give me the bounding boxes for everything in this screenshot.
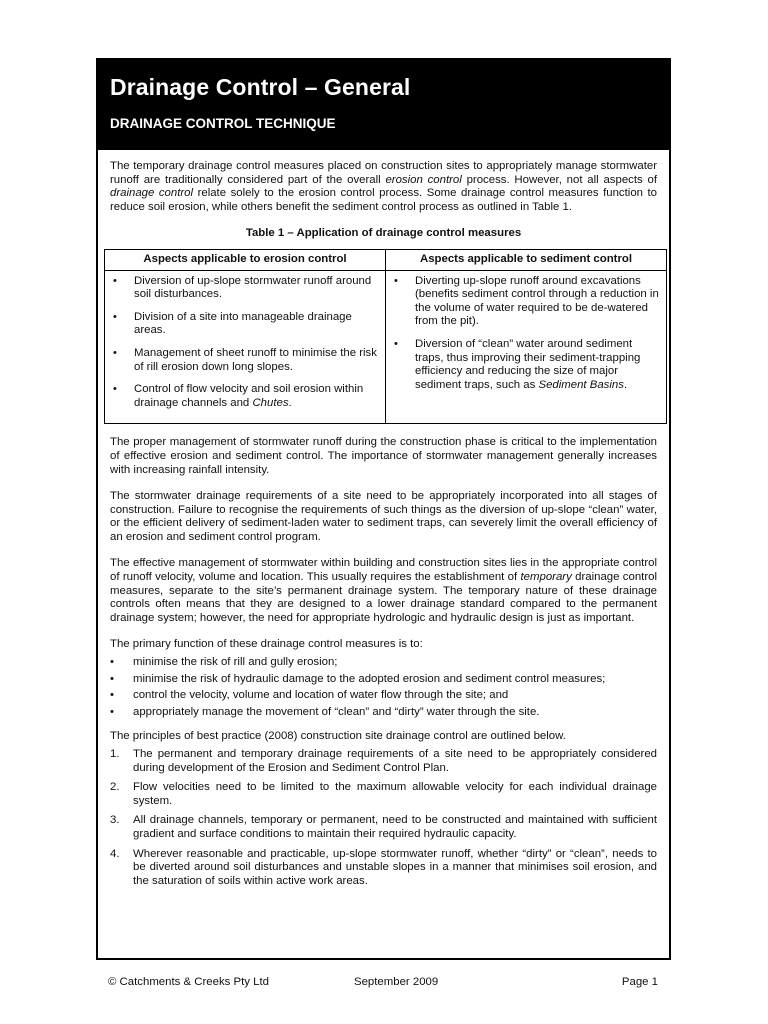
list-item: • minimise the risk of hydraulic damage to the adopted erosion and sediment control measures;	[110, 673, 657, 687]
table-header-erosion: Aspects applicable to erosion control	[105, 249, 386, 270]
intro-text-1: The temporary drainage control measures placed on construction sites to appropriately manage stormwater runoff are traditionally considered part of the overall	[110, 160, 657, 186]
paragraph-importance: The proper management of stormwater runoff during the construction phase is critical to the implementation of effective erosion and sediment control. The importance of stormwater management generally increases with increasing rainfall intensity.	[110, 436, 657, 476]
list-item	[110, 781, 657, 808]
table-header-sediment: Aspects applicable to sediment control	[386, 249, 667, 270]
list-item-emphasis: Chutes	[252, 396, 289, 409]
section-subtitle: DRAINAGE CONTROL TECHNIQUE	[110, 116, 336, 131]
list-item	[388, 338, 662, 392]
list-item	[107, 383, 381, 410]
list-item-text: Control of flow velocity and soil erosion within drainage channels and	[134, 383, 364, 409]
paragraph-functions-intro: The primary function of these drainage control measures is to:	[110, 638, 423, 651]
list-item: • Division of a site into manageable drainage areas.	[107, 311, 381, 338]
list-item: • Management of sheet runoff to minimise the risk of rill erosion down long slopes.	[107, 347, 381, 374]
footer-date: September 2009	[354, 976, 439, 988]
list-item-text: The permanent and temporary drainage requirements of a site need to be appropriately considered during development of the Erosion and Sediment Control Plan.	[133, 748, 657, 774]
list-item	[110, 814, 657, 841]
list-item-text: Flow velocities need to be limited to the maximum allowable velocity for each individual drainage system.	[133, 781, 657, 807]
footer-copyright: © Catchments & Creeks Pty Ltd	[108, 976, 269, 988]
footer-page-number: Page 1	[621, 976, 658, 988]
paragraph-principles-intro: The principles of best practice (2008) construction site drainage control are outlined below.	[110, 730, 566, 743]
functions-list	[110, 656, 657, 719]
page-title: Drainage Control – General	[110, 74, 411, 100]
paragraph-text-1: The effective management of stormwater within building and construction sites lies in the appropriate control of runoff velocity, volume and location. This usually requires the establishment of	[110, 557, 657, 584]
list-item-text: Wherever reasonable and practicable, up-slope stormwater runoff, whether “dirty” or “clean”, needs to be diverted around soil disturbances and unstable slopes in a manner that minimises soil erosion, and the saturation of soils within active work areas.	[133, 847, 657, 887]
list-number: 4.	[110, 847, 120, 860]
intro-emphasis-1: erosion control	[385, 173, 462, 186]
header-banner	[98, 60, 669, 150]
list-item-tail: .	[623, 378, 628, 391]
list-item: • Diversion of up-slope stormwater runoff around soil disturbances.	[107, 275, 381, 302]
list-item: • minimise the risk of rill and gully erosion;	[110, 656, 657, 670]
page-frame	[96, 58, 671, 960]
list-item: • Diverting up-slope runoff around excavations (benefits sediment control through a reduction in the volume of water required to be de-watered from the pit).	[388, 275, 662, 329]
intro-paragraph	[110, 160, 657, 214]
list-number: 1.	[110, 748, 120, 760]
principles-list	[110, 748, 657, 888]
paragraph-requirements: The stormwater drainage requirements of a site need to be appropriately incorporated into all stages of construction. Failure to recognise the requirements of such things as the diversion of up-slope “clean” water, or the efficient delivery of sediment-laden water to sediment traps, can severely limit the overall efficiency of an erosion and sediment control program.	[110, 490, 657, 543]
intro-text-3: relate solely to the erosion control process. Some drainage control measures function to reduce soil erosion, while others benefit the sediment control process as outlined in Table 1.	[110, 187, 658, 213]
main-content	[98, 150, 669, 888]
list-item	[110, 748, 657, 775]
list-item-emphasis: Sediment Basins	[538, 378, 624, 391]
list-number: 3.	[110, 814, 120, 827]
list-number: 2.	[110, 781, 120, 794]
paragraph-management	[110, 557, 657, 625]
list-item: • control the velocity, volume and location of water flow through the site; and	[110, 689, 657, 703]
paragraph-emphasis: temporary	[520, 571, 572, 584]
drainage-measures-table	[104, 249, 667, 424]
list-item-text: All drainage channels, temporary or permanent, need to be constructed and maintained with sufficient gradient and surface conditions to maintain their required hydraulic capacity.	[133, 814, 657, 840]
erosion-column	[105, 270, 386, 424]
list-item	[110, 848, 657, 889]
sediment-column	[386, 270, 667, 424]
table-caption: Table 1 – Application of drainage control measures	[245, 227, 522, 240]
list-item-tail: .	[288, 396, 292, 409]
intro-text-2: process. However, not all aspects of	[461, 173, 657, 186]
list-item-text: Diversion of “clean” water around sediment traps, thus improving their sediment-trapping efficiency and reducing the size of major sediment traps, such as	[415, 337, 641, 391]
intro-emphasis-2: drainage control	[110, 187, 194, 200]
list-item: • appropriately manage the movement of “clean” and “dirty” water through the site.	[110, 706, 657, 720]
paragraph-text-2: drainage control measures, separate to the site’s permanent drainage system. The temporary nature of these drainage controls often means that they are designed to a lower drainage standard compared to the permanent drainage system; however, the need for appropriate hydrologic and hydraulic design is just as important.	[110, 571, 657, 624]
